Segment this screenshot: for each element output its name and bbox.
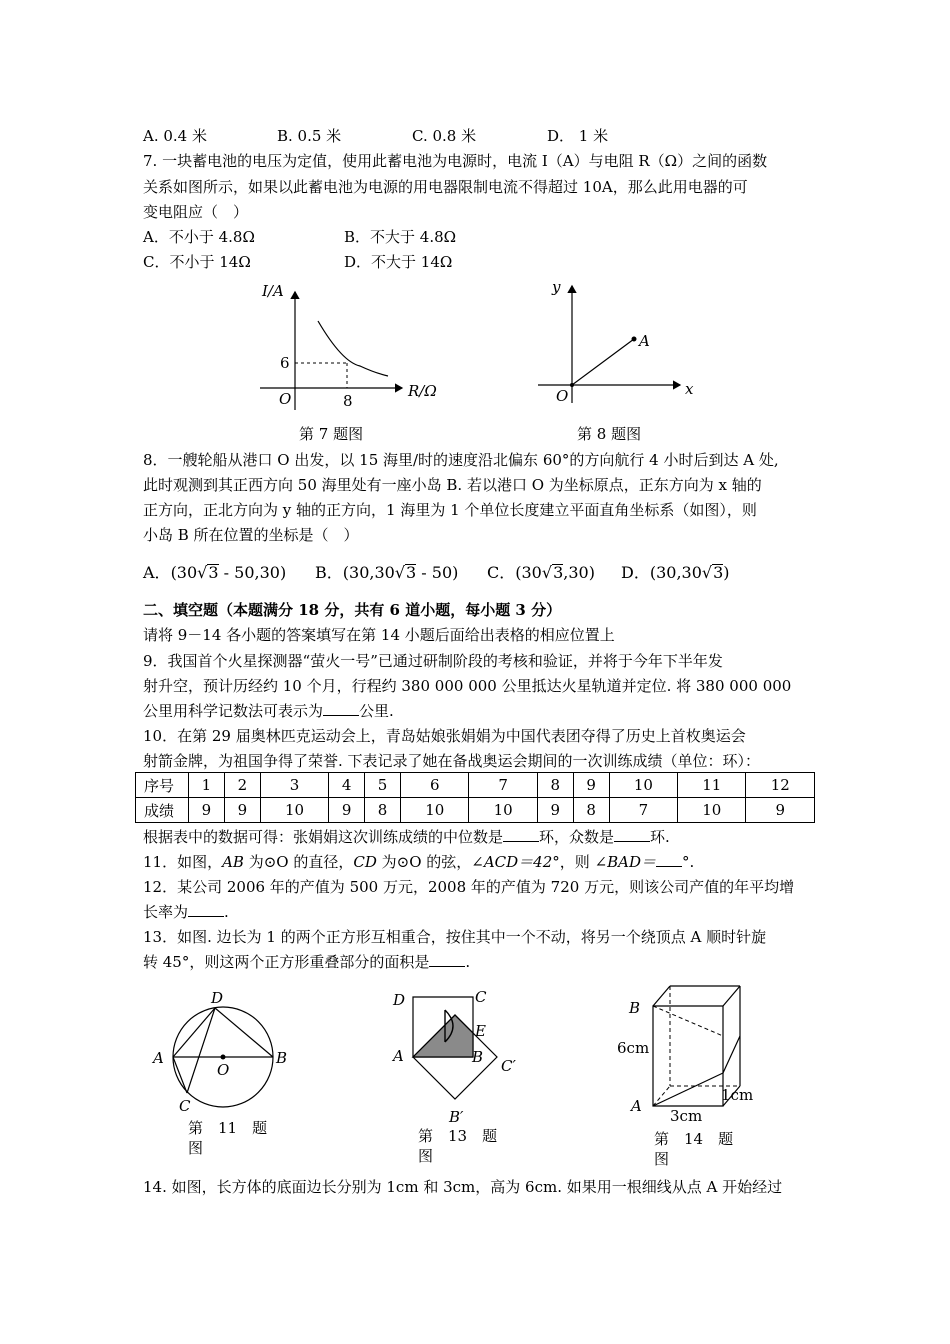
- table-cell: 4: [329, 773, 365, 798]
- q8-option-c-post: ,30): [563, 563, 595, 582]
- fig7-caption: 第 7 题图: [299, 425, 364, 443]
- fig14-edge-top-left: [653, 986, 670, 1006]
- figure-13-squares: [385, 982, 525, 1130]
- table-cell: 10: [678, 798, 746, 823]
- fig14-hidden-string: [653, 1006, 723, 1036]
- fig7-x-label: R/Ω: [408, 382, 437, 400]
- q7-line3: 变电阻应（ ）: [143, 203, 249, 221]
- figure-14-cuboid: [615, 978, 765, 1128]
- fig11-label-b: B: [276, 1049, 288, 1067]
- fig11-label-c: C: [179, 1097, 191, 1115]
- table-cell: 12: [746, 773, 815, 798]
- fig8-caption: 第 8 题图: [577, 425, 642, 443]
- q12-line2b: .: [224, 903, 229, 921]
- fig8-segment-oa: [572, 339, 634, 385]
- table-cell: 2: [224, 773, 260, 798]
- q9-line3b: 公里.: [359, 702, 394, 720]
- fig11-segment-bd: [215, 1008, 273, 1057]
- q9-line3: [143, 701, 394, 721]
- q11-e: 为⊙O 的弦，: [376, 853, 472, 871]
- fig13-label-b-prime: B′: [449, 1108, 464, 1126]
- q11-line: [143, 852, 694, 872]
- q9-answer-blank[interactable]: [323, 701, 359, 716]
- fig11-center: [221, 1055, 226, 1060]
- q8-option-c-pre: (30: [515, 563, 542, 582]
- q8-option-d-post: ): [723, 563, 730, 582]
- q9-line3a: 公里用科学记数法可表示为: [143, 702, 324, 720]
- fig14-label-length: 3cm: [670, 1107, 703, 1125]
- q10-after-b: 环，众数是: [539, 828, 615, 846]
- q12-line2: [143, 902, 229, 922]
- q8-option-c-label: C．: [487, 563, 516, 582]
- q8-line3: 正方向，正北方向为 y 轴的正方向，1 海里为 1 个单位长度建立平面直角坐标系（如图），则: [143, 501, 757, 519]
- fig13-label-d: D: [393, 991, 406, 1009]
- fig11-segment-ac: [173, 1057, 187, 1093]
- fig13-label-a: A: [393, 1047, 404, 1065]
- q10-after-c: 环.: [650, 828, 670, 846]
- table-cell: 9: [224, 798, 260, 823]
- fig8-point-a: [632, 337, 637, 342]
- q8-option-b-label: B．: [315, 563, 343, 582]
- q6-option-a: A. 0.4 米: [143, 127, 207, 145]
- fig14-string-side: [723, 1036, 740, 1073]
- table-cell: 9: [537, 798, 573, 823]
- q11-ab: AB: [222, 853, 244, 871]
- q8-option-c: C．(30√3,30): [487, 563, 595, 582]
- figure-11-circle: [145, 985, 295, 1115]
- q13-line2a: 转 45°，则这两个正方形重叠部分的面积是: [143, 953, 430, 971]
- table-cell: 9: [329, 798, 365, 823]
- fig14-caption-2: 图: [654, 1150, 670, 1168]
- table-cell: 8: [365, 798, 401, 823]
- section2-instruction: 请将 9－14 各小题的答案填写在第 14 小题后面给出表格的相应位置上: [143, 626, 615, 644]
- q10-line2: 射箭金牌，为祖国争得了荣誉. 下表记录了她在备战奥运会期间的一次训练成绩（单位：环）：: [143, 752, 761, 770]
- fig13-label-c: C: [475, 988, 487, 1006]
- q8-option-a-post: - 50,30): [218, 563, 287, 582]
- fig11-chord-cd: [187, 1008, 215, 1093]
- fig14-edge-top-right: [723, 986, 740, 1006]
- q11-answer-blank[interactable]: [656, 852, 682, 867]
- q6-option-d: D． 1 米: [547, 127, 609, 145]
- q8-line1: 8．一艘轮船从港口 O 出发，以 15 海里/时的速度沿北偏东 60°的方向航行 4 小时后到达 A 处,: [143, 451, 779, 469]
- q11-i: °.: [682, 853, 695, 871]
- q8-option-a-rad: 3: [208, 563, 219, 582]
- fig8-point-o: [570, 383, 574, 387]
- q8-option-a-label: A．: [143, 563, 171, 582]
- fig14-hidden-edge-depth: [653, 1086, 670, 1106]
- q11-c: 为⊙O 的直径，: [243, 853, 354, 871]
- q6-option-b: B. 0.5 米: [277, 127, 342, 145]
- fig11-caption-1: 第 11 题: [188, 1119, 268, 1137]
- q10-after-a: 根据表中的数据可得：张娟娟这次训练成绩的中位数是: [143, 828, 504, 846]
- table-cell: 9: [189, 798, 225, 823]
- q8-line2: 此时观测到其正西方向 50 海里处有一座小岛 B. 若以港口 O 为坐标原点，正东方向为 x 轴的: [143, 476, 762, 494]
- q8-option-b-pre: (30,30: [342, 563, 395, 582]
- table-cell: 1: [189, 773, 225, 798]
- fig7-x-tick: 8: [343, 392, 353, 410]
- q10-mode-blank[interactable]: [614, 827, 650, 842]
- table-cell: 10: [401, 798, 469, 823]
- table-cell: 10: [469, 798, 537, 823]
- table-cell: 6: [401, 773, 469, 798]
- figure-7-graph: [250, 278, 450, 418]
- q14-line1: 14. 如图，长方体的底面边长分别为 1cm 和 3cm，高为 6cm. 如果用一根细线从点 A 开始经过: [143, 1178, 783, 1196]
- q13-line2b: .: [465, 953, 471, 971]
- q8-option-b-rad: 3: [406, 563, 417, 582]
- table-cell: 8: [537, 773, 573, 798]
- q8-option-c-rad: 3: [553, 563, 564, 582]
- fig7-y-label: I/A: [262, 282, 284, 300]
- fig13-caption-1: 第 13 题: [418, 1127, 498, 1145]
- q13-answer-blank[interactable]: [429, 952, 465, 967]
- table-header-score: 成绩: [136, 798, 189, 823]
- fig8-point-a-label: A: [639, 332, 650, 350]
- fig14-label-width: 1cm: [721, 1086, 754, 1104]
- table-header-index: 序号: [136, 773, 189, 798]
- fig8-origin: O: [556, 387, 569, 405]
- fig14-caption-1: 第 14 题: [654, 1130, 734, 1148]
- table-row: [136, 798, 815, 823]
- q13-line1: 13．如图. 边长为 1 的两个正方形互相重合，按住其中一个不动，将另一个绕顶点 A 顺时针旋: [143, 928, 767, 946]
- q7-option-a: A．不小于 4.8Ω: [143, 228, 255, 246]
- fig14-label-a: A: [631, 1097, 642, 1115]
- table-cell: 7: [469, 773, 537, 798]
- q8-line4: 小岛 B 所在位置的坐标是（ ）: [143, 526, 359, 544]
- q7-line2: 关系如图所示，如果以此蓄电池为电源的用电器限制电流不得超过 10A，那么此用电器的可: [143, 178, 748, 196]
- fig14-string-front: [653, 1073, 723, 1106]
- q7-option-d: D．不大于 14Ω: [344, 253, 453, 271]
- table-cell: 5: [365, 773, 401, 798]
- fig8-y-label: y: [552, 278, 561, 296]
- q8-option-d-label: D．: [621, 563, 650, 582]
- q12-line2a: 长率为: [143, 903, 189, 921]
- fig13-label-e: E: [475, 1022, 486, 1040]
- q11-cd: CD: [353, 853, 377, 871]
- fig13-overlap-region: [413, 1015, 473, 1057]
- fig14-label-height: 6cm: [617, 1039, 650, 1057]
- table-row: [136, 773, 815, 798]
- fig11-label-a: A: [153, 1049, 164, 1067]
- table-cell: 7: [609, 798, 677, 823]
- q11-g: ，则: [559, 853, 595, 871]
- q9-line1: 9．我国首个火星探测器“萤火一号”已通过研制阶段的考核和验证，并将于今年下半年发: [143, 652, 723, 670]
- figure-8-graph: [530, 278, 700, 408]
- q13-line2: [143, 952, 470, 972]
- q11-angle-bad: ∠BAD＝: [594, 853, 657, 871]
- fig8-x-label: x: [685, 380, 694, 398]
- table-cell: 3: [260, 773, 328, 798]
- q11-a: 11．如图，: [143, 853, 223, 871]
- table-cell: 10: [609, 773, 677, 798]
- q6-option-c: C. 0.8 米: [412, 127, 477, 145]
- q7-option-c: C．不小于 14Ω: [143, 253, 251, 271]
- q8-option-b-post: - 50): [416, 563, 459, 582]
- q10-line1: 10．在第 29 届奥林匹克运动会上，青岛姑娘张娟娟为中国代表团夺得了历史上首枚奥运会: [143, 727, 746, 745]
- table-cell: 9: [573, 773, 609, 798]
- q10-after: [143, 827, 670, 847]
- q8-option-a-pre: (30: [170, 563, 198, 582]
- q8-option-d-rad: 3: [713, 563, 724, 582]
- fig7-curve: [318, 321, 388, 376]
- q10-score-table: [135, 772, 815, 823]
- fig7-origin: O: [279, 390, 292, 408]
- q7-line1: 7. 一块蓄电池的电压为定值，使用此蓄电池为电源时，电流 I（A）与电阻 R（Ω）之间的函数: [143, 152, 768, 170]
- fig14-label-b: B: [629, 999, 641, 1017]
- table-cell: 8: [573, 798, 609, 823]
- table-cell: 11: [678, 773, 746, 798]
- fig11-label-d: D: [211, 989, 224, 1007]
- table-cell: 10: [260, 798, 328, 823]
- fig13-label-c-prime: C′: [501, 1057, 516, 1075]
- q12-answer-blank[interactable]: [188, 902, 224, 917]
- fig11-label-o: O: [217, 1061, 230, 1079]
- fig13-label-b: B: [472, 1048, 484, 1066]
- q8-option-d-pre: (30,30: [649, 563, 702, 582]
- q12-line1: 12．某公司 2006 年的产值为 500 万元，2008 年的产值为 720 万元，则该公司产值的年平均增: [143, 878, 795, 896]
- q11-angle-acd: ∠ACD＝42°: [471, 853, 560, 871]
- q7-option-b: B．不大于 4.8Ω: [344, 228, 457, 246]
- q10-median-blank[interactable]: [503, 827, 539, 842]
- section2-title: 二、填空题（本题满分 18 分，共有 6 道小题，每小题 3 分）: [143, 601, 562, 619]
- q8-option-b: B．(30,30√3 - 50): [315, 563, 459, 582]
- q9-line2: 射升空，预计历经约 10 个月，行程约 380 000 000 公里抵达火星轨道并定位. 将 380 000 000: [143, 677, 792, 695]
- fig7-y-tick: 6: [280, 354, 290, 372]
- fig13-caption-2: 图: [418, 1147, 434, 1165]
- q8-option-a: A．(30√3 - 50,30): [143, 563, 287, 582]
- fig11-caption-2: 图: [188, 1139, 204, 1157]
- table-cell: 9: [746, 798, 815, 823]
- q8-option-d: D．(30,30√3): [621, 563, 730, 582]
